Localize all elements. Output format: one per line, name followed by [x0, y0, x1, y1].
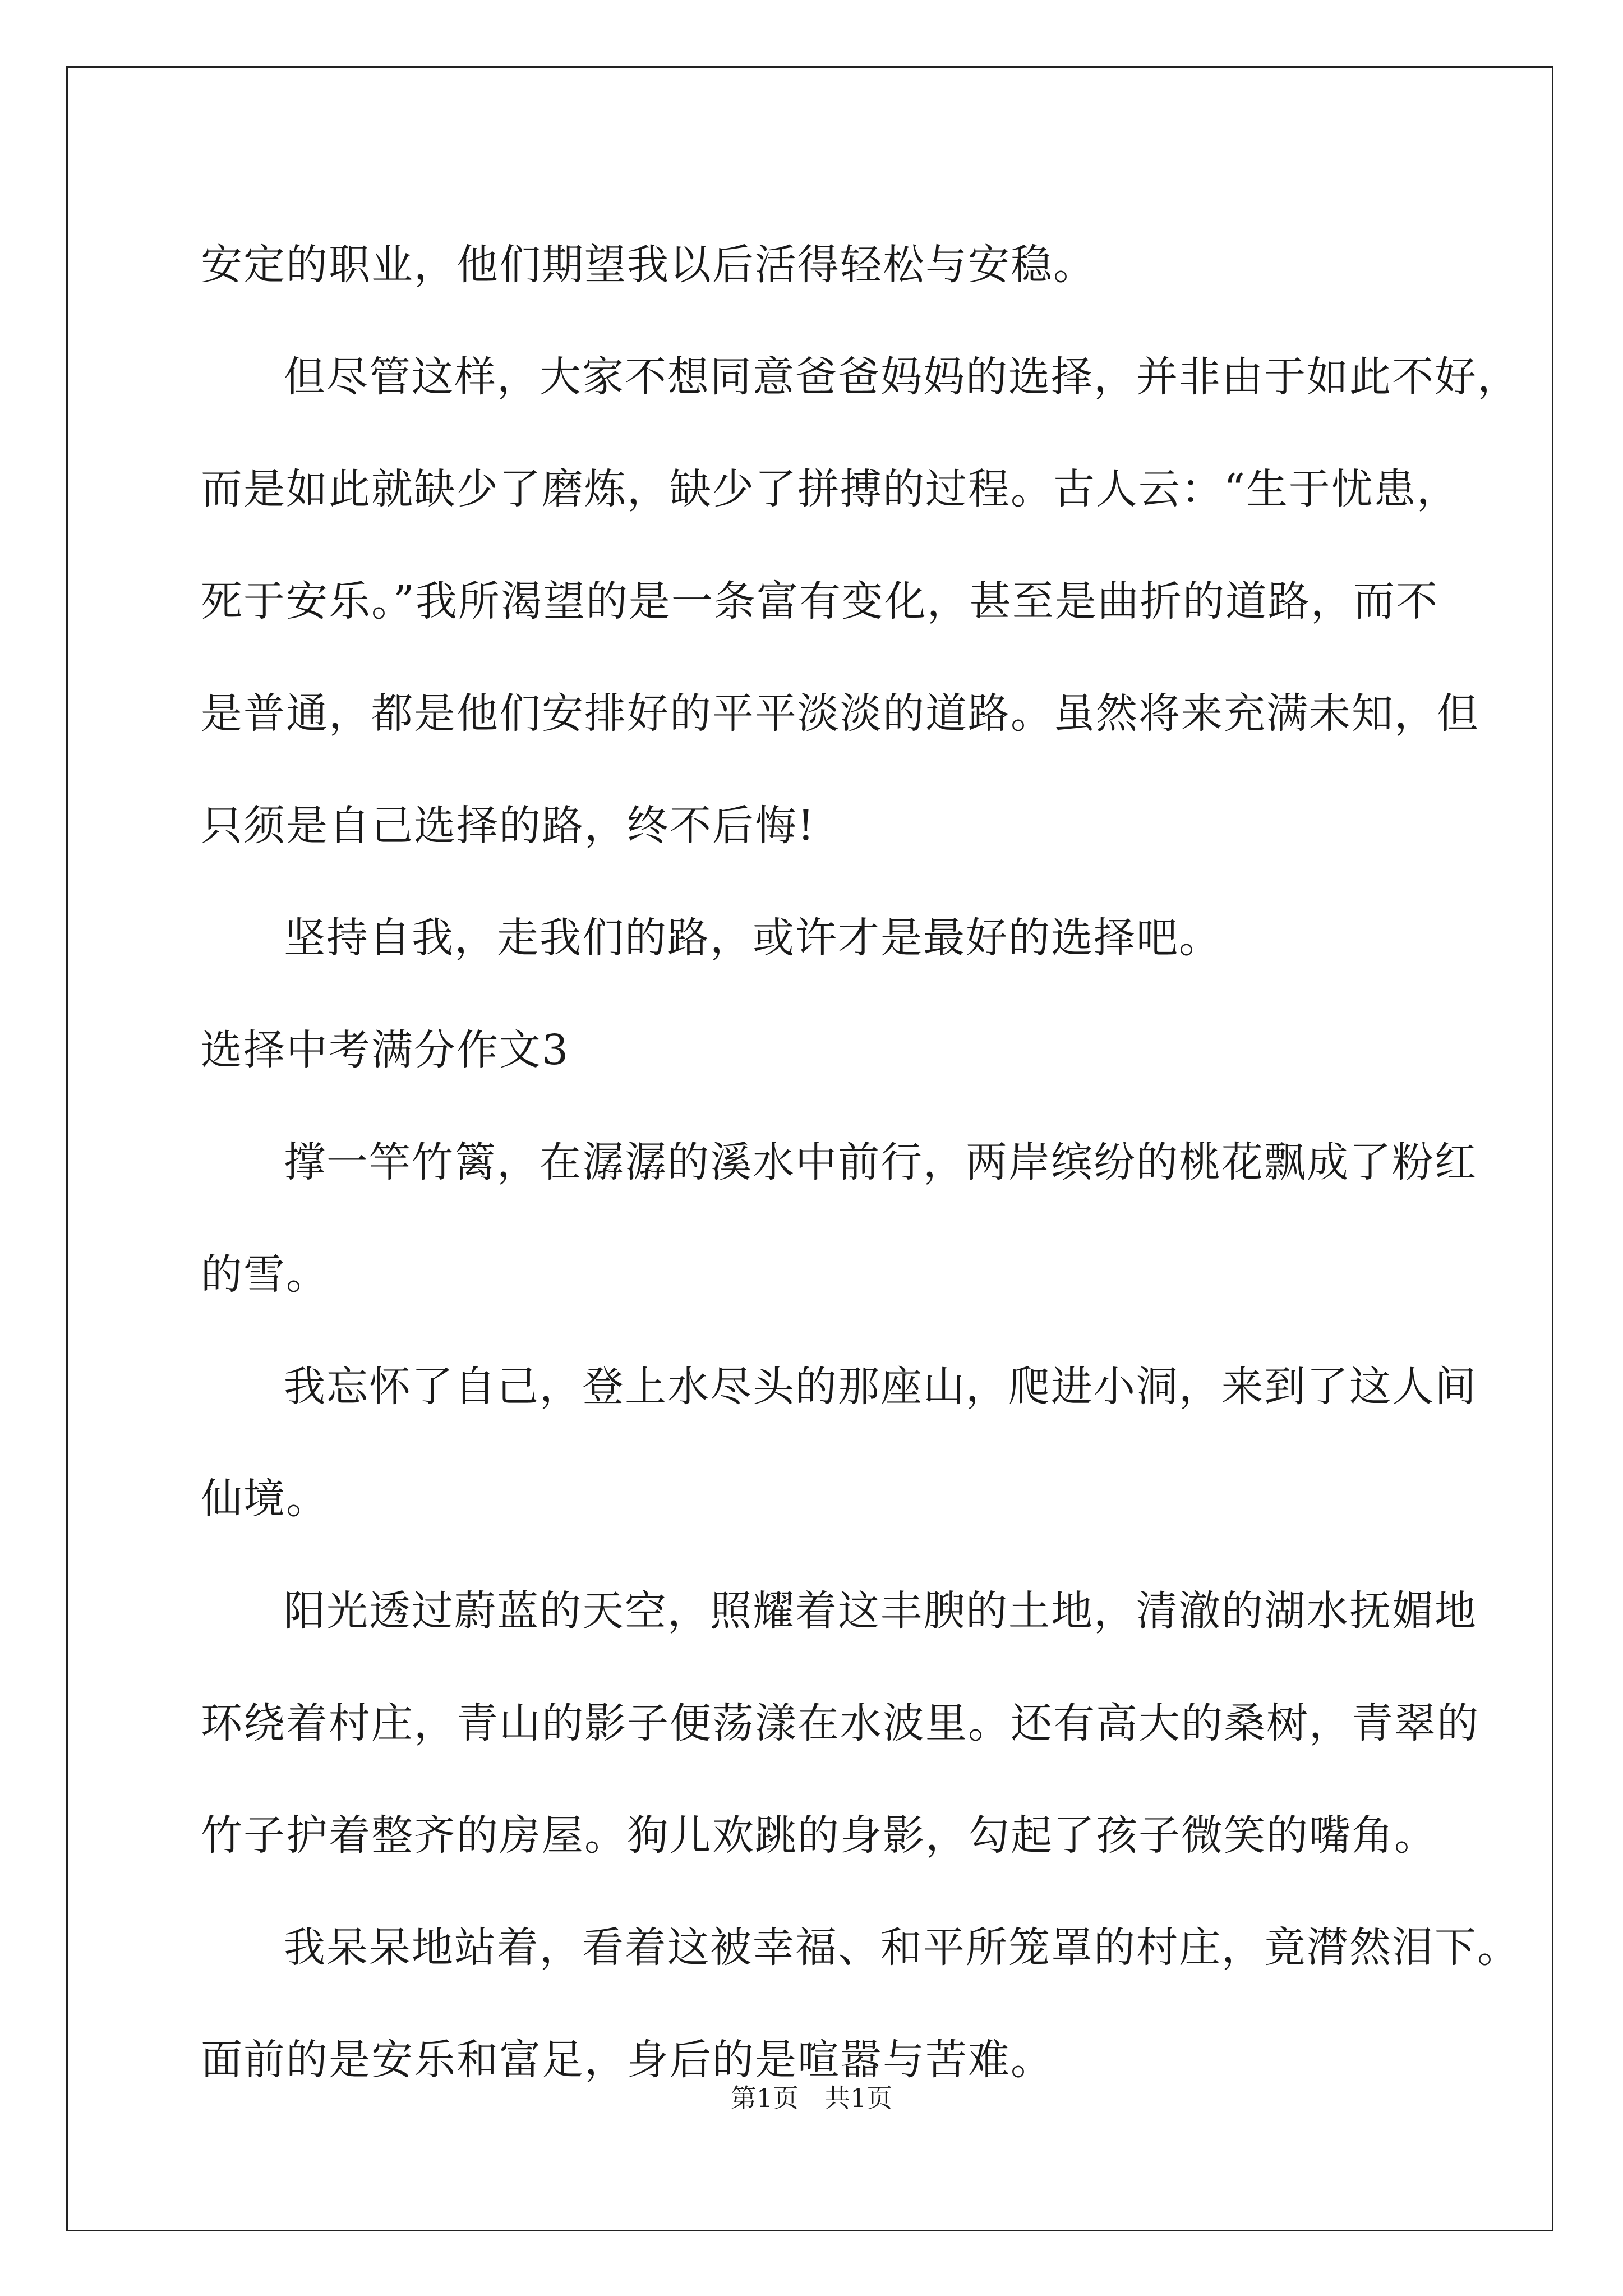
document-body [201, 209, 1520, 2116]
paragraph-start: 坚持自我，走我们的路，或许才是最好的选择吧。 [284, 914, 1221, 962]
text-line: 死于安乐。”我所渴望的是一条富有变化，甚至是曲折的道路，而不 [201, 577, 1438, 625]
text-line: 是普通，都是他们安排好的平平淡淡的道路。虽然将来充满未知，但 [201, 689, 1479, 738]
text-line: 的雪。 [201, 1250, 329, 1299]
page-footer [0, 2081, 1623, 2115]
page-number-total: 共1页 [824, 2083, 893, 2113]
paragraph-start: 阳光透过蔚蓝的天空，照耀着这丰腴的土地，清澈的湖水抚媚地 [284, 1587, 1477, 1635]
page-number-current: 第1页 [730, 2083, 799, 2113]
section-heading: 选择中考满分作文3 [201, 1026, 570, 1074]
paragraph-start: 但尽管这样，大家不想同意爸爸妈妈的选择，并非由于如此不好， [284, 353, 1520, 401]
text-line: 只须是自己选择的路，终不后悔! [201, 802, 815, 850]
text-line: 仙境。 [201, 1475, 329, 1523]
paragraph-start: 撑一竿竹篱，在潺潺的溪水中前行，两岸缤纷的桃花飘成了粉红 [284, 1138, 1477, 1186]
text-line: 环绕着村庄，青山的影子便荡漾在水波里。还有高大的桑树，青翠的 [201, 1699, 1479, 1747]
text-line: 面前的是安乐和富足，身后的是喧嚣与苦难。 [201, 2036, 1053, 2084]
paragraph-start: 我呆呆地站着，看着这被幸福、和平所笼罩的村庄，竟潸然泪下。 [284, 1924, 1520, 1972]
text-line: 而是如此就缺少了磨炼，缺少了拼搏的过程。古人云：“生于忧患， [201, 465, 1459, 513]
text-line: 安定的职业，他们期望我以后活得轻松与安稳。 [201, 241, 1096, 289]
text-line: 竹子护着整齐的房屋。狗儿欢跳的身影，勾起了孩子微笑的嘴角。 [201, 1811, 1437, 1860]
paragraph-start: 我忘怀了自己，登上水尽头的那座山，爬进小洞，来到了这人间 [284, 1363, 1477, 1411]
